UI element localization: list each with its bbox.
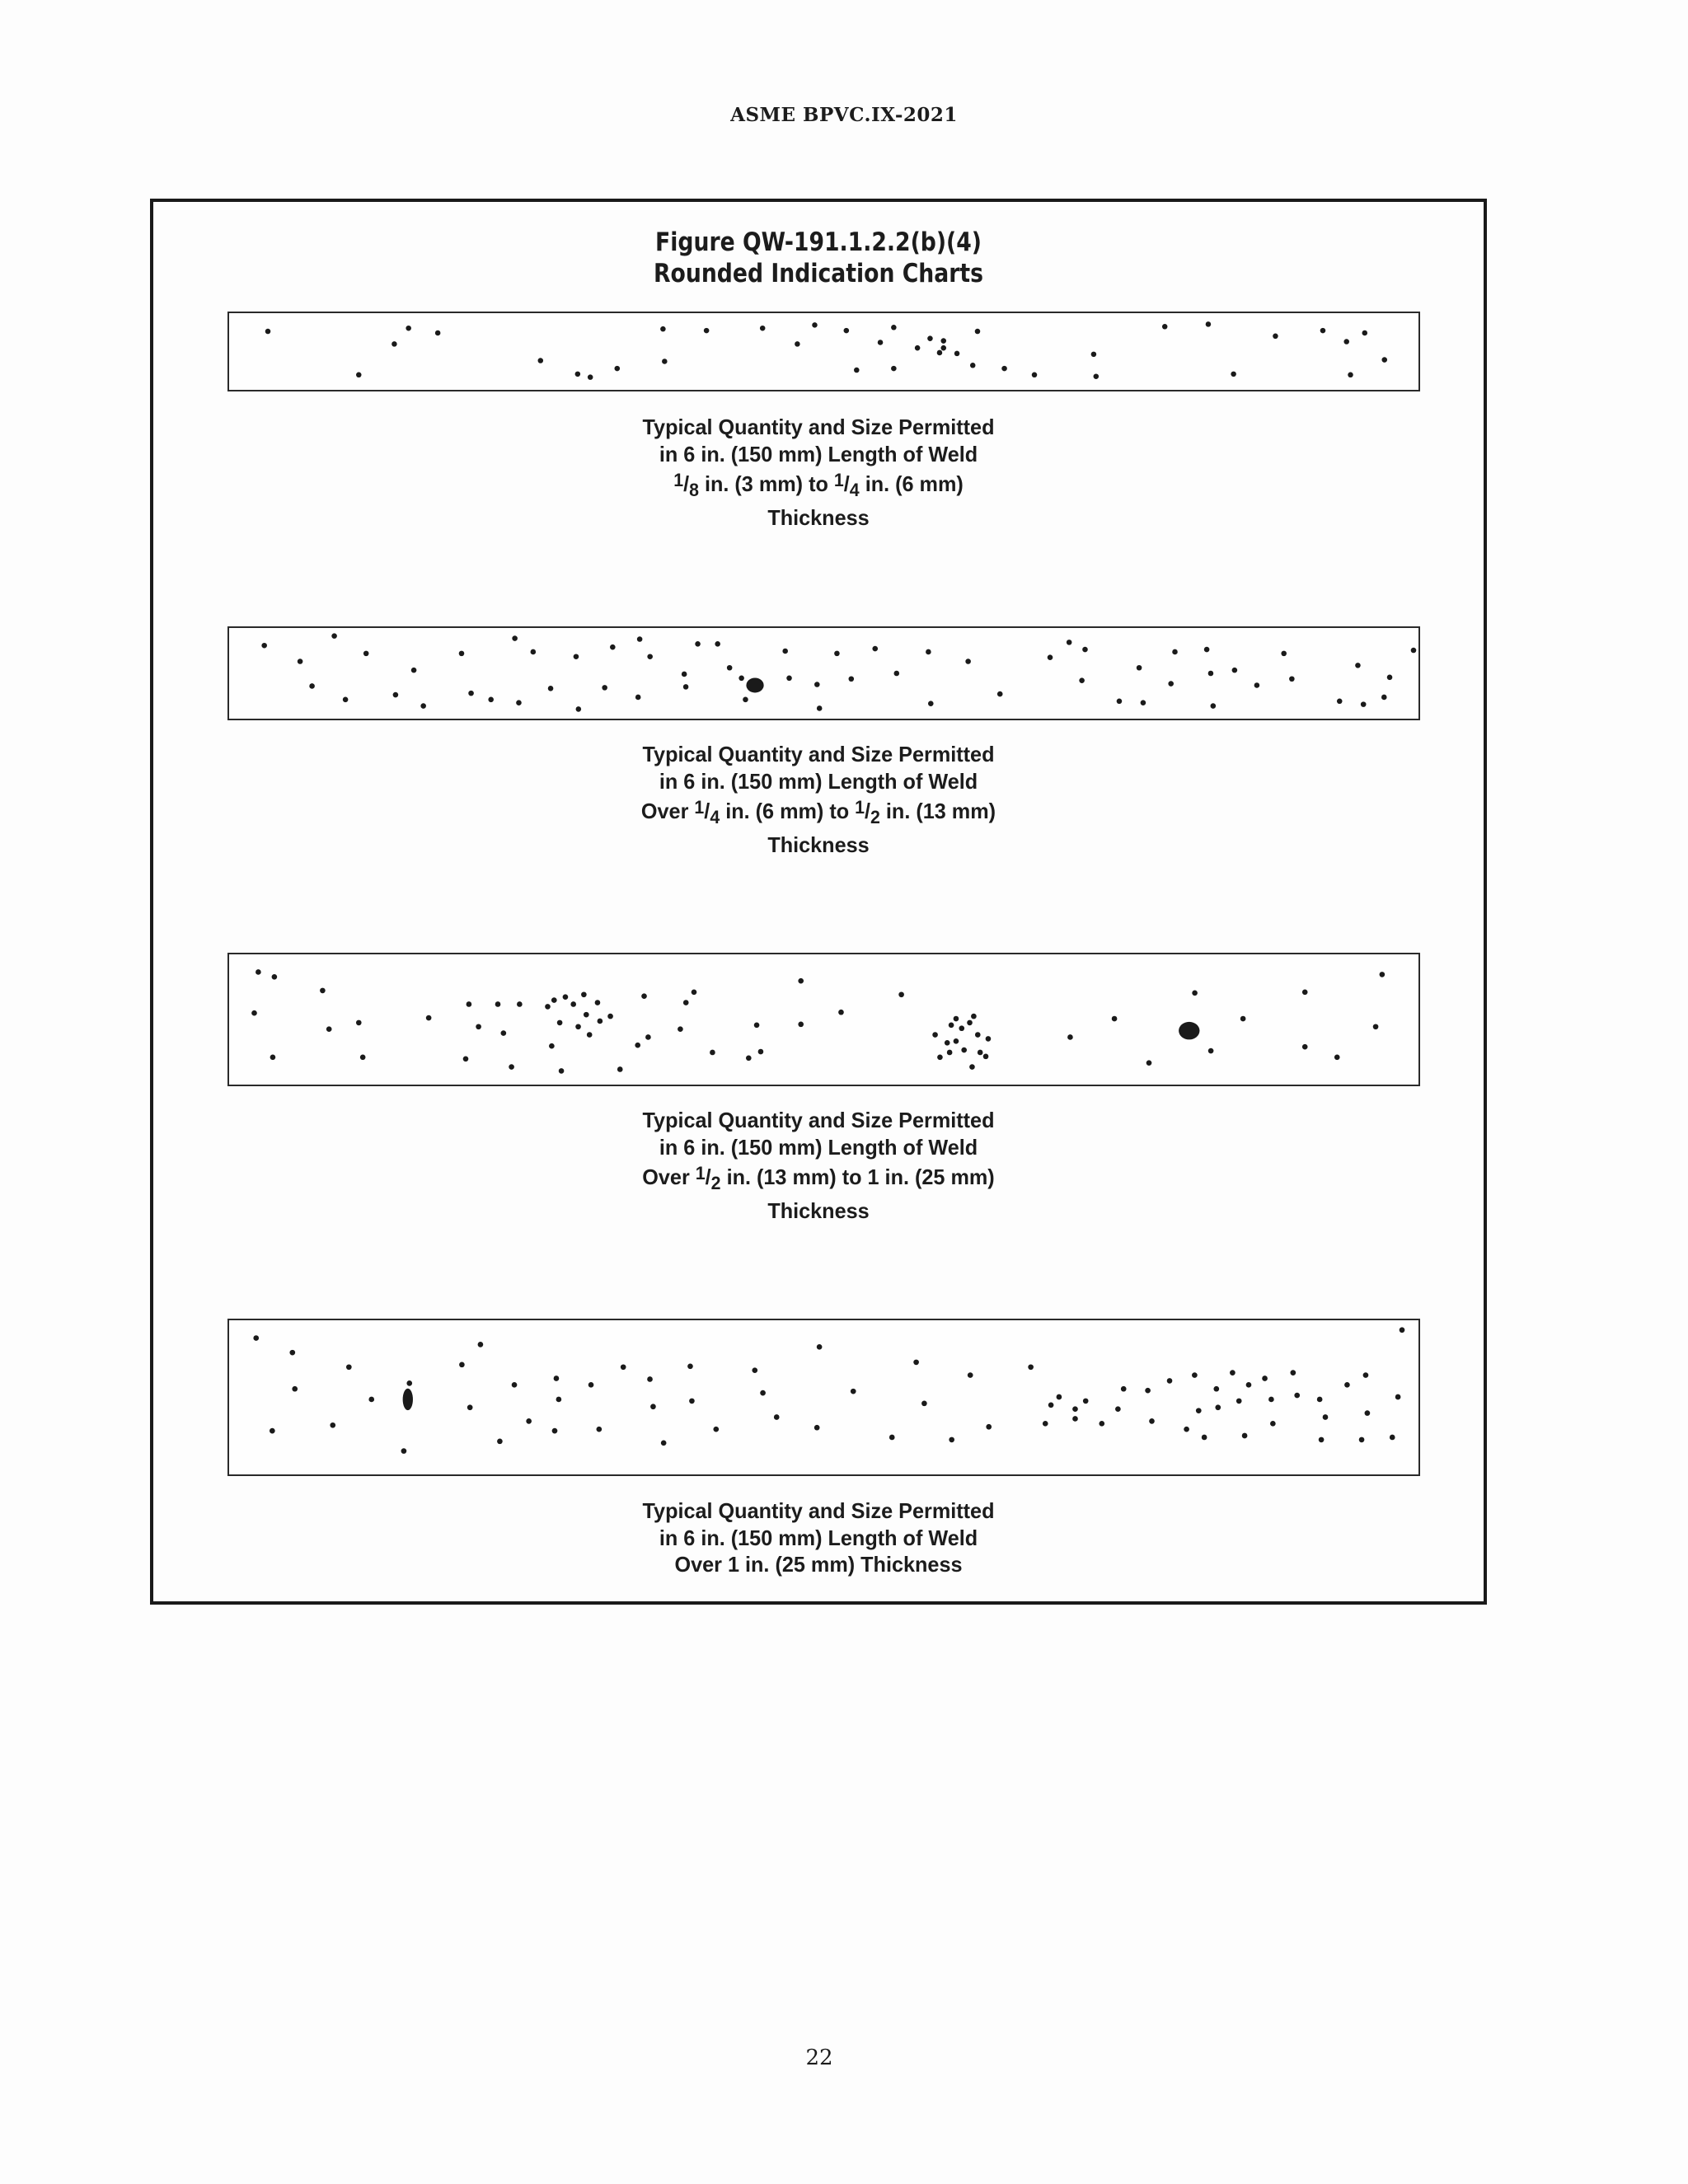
page-header: ASME BPVC.IX-2021: [730, 104, 958, 126]
rounded-indication: [526, 1418, 532, 1424]
rounded-indication: [891, 325, 897, 330]
rounded-indication: [967, 1020, 973, 1026]
rounded-indication: [838, 1010, 844, 1015]
rounded-indication: [292, 1386, 298, 1392]
rounded-indication: [661, 1440, 667, 1446]
chart-4-caption: [173, 1497, 1464, 1578]
rounded-indication: [927, 335, 933, 341]
rounded-indication: [692, 990, 697, 996]
rounded-indication: [1319, 1437, 1325, 1443]
rounded-indication: [695, 641, 701, 647]
rounded-indication: [270, 1428, 275, 1434]
indication-chart-3: [227, 953, 1420, 1086]
rounded-indication: [1365, 1410, 1371, 1416]
rounded-indication: [817, 705, 823, 711]
rounded-indication: [1323, 1414, 1329, 1420]
indication-chart-1-dots: [229, 313, 1418, 390]
indication-chart-2-dots: [229, 628, 1418, 719]
rounded-indication: [356, 1020, 362, 1026]
rounded-indication: [937, 1055, 943, 1061]
rounded-indication: [913, 1360, 919, 1366]
rounded-indication: [872, 646, 878, 652]
rounded-indication: [1290, 1370, 1296, 1376]
rounded-indication: [713, 1427, 719, 1432]
rounded-indication: [476, 1024, 481, 1029]
rounded-indication: [844, 328, 850, 334]
rounded-indication: [1246, 1382, 1252, 1388]
rounded-indication: [1162, 324, 1168, 330]
rounded-indication: [986, 1036, 992, 1042]
rounded-indication: [1172, 649, 1178, 655]
rounded-indication: [1273, 334, 1278, 340]
rounded-indication: [1192, 1372, 1198, 1378]
large-indication: [403, 1389, 413, 1410]
rounded-indication: [1317, 1397, 1323, 1403]
chart-2-caption: [173, 741, 1464, 858]
rounded-indication: [1079, 677, 1085, 683]
rounded-indication: [1028, 1364, 1034, 1370]
rounded-indication: [1213, 1386, 1219, 1392]
rounded-indication: [393, 692, 399, 698]
rounded-indication: [1146, 1060, 1152, 1066]
rounded-indication: [1302, 990, 1308, 996]
rounded-indication: [932, 1032, 938, 1038]
rounded-indication: [549, 1043, 555, 1049]
rounded-indication: [915, 345, 921, 351]
rounded-indication: [1362, 330, 1368, 336]
rounded-indication: [459, 1362, 465, 1368]
rounded-indication: [256, 969, 261, 975]
rounded-indication: [758, 1049, 764, 1055]
rounded-indication: [1196, 1408, 1202, 1413]
rounded-indication: [997, 691, 1003, 697]
rounded-indication: [940, 338, 946, 344]
rounded-indication: [1094, 373, 1100, 379]
rounded-indication: [1211, 703, 1217, 709]
rounded-indication: [270, 1055, 276, 1061]
rounded-indication: [588, 1382, 594, 1388]
rounded-indication: [983, 1054, 989, 1060]
rounded-indication: [1348, 373, 1353, 378]
rounded-indication: [1048, 1402, 1054, 1408]
rounded-indication: [272, 974, 278, 980]
rounded-indication: [760, 1390, 766, 1396]
chart-4-caption-line-2: in 6 in. (150 mm) Length of Weld: [659, 1525, 978, 1550]
rounded-indication: [682, 672, 687, 677]
rounded-indication: [965, 658, 971, 664]
rounded-indication: [602, 685, 607, 691]
rounded-indication: [517, 1001, 523, 1007]
rounded-indication: [727, 665, 733, 671]
rounded-indication: [1294, 1393, 1300, 1399]
rounded-indication: [459, 651, 465, 657]
rounded-indication: [689, 1399, 695, 1404]
chart-1-caption-line-4: Thickness: [767, 504, 870, 530]
rounded-indication: [1067, 640, 1072, 645]
rounded-indication: [1359, 1437, 1365, 1443]
rounded-indication: [621, 1364, 626, 1370]
rounded-indication: [814, 682, 820, 687]
rounded-indication: [891, 366, 897, 372]
rounded-indication: [1381, 357, 1387, 363]
rounded-indication: [878, 340, 884, 345]
rounded-indication: [970, 363, 976, 368]
rounded-indication: [1192, 990, 1198, 996]
rounded-indication: [647, 654, 653, 659]
chart-3-caption: [173, 1107, 1464, 1224]
rounded-indication: [710, 1050, 715, 1056]
rounded-indication: [556, 1397, 562, 1403]
rounded-indication: [1115, 1406, 1121, 1412]
rounded-indication: [1208, 671, 1214, 677]
chart-2-caption-line-3: Over $^1/_4$ in. (6 mm) to $^1/_2$ in. (13 mm): [640, 797, 996, 827]
rounded-indication: [1202, 1435, 1207, 1441]
rounded-indication: [954, 351, 960, 357]
rounded-indication: [1240, 1016, 1246, 1022]
rounded-indication: [754, 1023, 760, 1029]
rounded-indication: [1082, 647, 1088, 653]
rounded-indication: [647, 1376, 653, 1382]
chart-2-caption-line-4: Thickness: [767, 832, 870, 857]
rounded-indication: [662, 359, 668, 364]
rounded-indication: [635, 695, 641, 701]
rounded-indication: [531, 649, 537, 655]
rounded-indication: [575, 1024, 581, 1029]
rounded-indication: [1380, 972, 1386, 977]
rounded-indication: [945, 1040, 950, 1046]
rounded-indication: [467, 1404, 473, 1410]
rounded-indication: [978, 1050, 983, 1056]
rounded-indication: [1048, 654, 1053, 660]
chart-3-caption-line-1: Typical Quantity and Size Permitted: [642, 1108, 995, 1132]
rounded-indication: [574, 654, 579, 659]
figure-caption-title: Rounded Indication Charts: [653, 259, 984, 288]
rounded-indication: [1001, 366, 1007, 372]
rounded-indication: [1355, 663, 1361, 668]
rounded-indication: [570, 1001, 576, 1007]
rounded-indication: [969, 1064, 975, 1070]
rounded-indication: [265, 329, 271, 335]
rounded-indication: [406, 1380, 412, 1386]
rounded-indication: [635, 1043, 640, 1048]
chart-1-caption: [173, 414, 1464, 531]
rounded-indication: [687, 1363, 693, 1369]
rounded-indication: [509, 1064, 514, 1070]
rounded-indication: [1337, 698, 1343, 704]
rounded-indication: [356, 373, 362, 378]
rounded-indication: [597, 1427, 603, 1432]
rounded-indication: [1083, 1399, 1089, 1404]
rounded-indication: [1091, 352, 1097, 358]
rounded-indication: [615, 366, 621, 372]
rounded-indication: [488, 697, 494, 703]
rounded-indication: [581, 991, 587, 997]
rounded-indication: [1381, 695, 1387, 701]
rounded-indication: [1121, 1386, 1127, 1392]
rounded-indication: [1281, 651, 1287, 657]
rounded-indication: [947, 1050, 953, 1056]
rounded-indication: [738, 676, 744, 682]
rounded-indication: [949, 1023, 954, 1029]
rounded-indication: [849, 676, 855, 682]
rounded-indication: [1334, 1055, 1340, 1061]
rounded-indication: [814, 1425, 820, 1431]
page-number: 22: [805, 2046, 833, 2070]
chart-4-caption-line-3: Over 1 in. (25 mm) Thickness: [674, 1552, 963, 1577]
rounded-indication: [607, 1014, 613, 1019]
rounded-indication: [551, 997, 557, 1003]
rounded-indication: [894, 671, 900, 677]
figure-frame: [150, 199, 1487, 1605]
rounded-indication: [1032, 373, 1038, 378]
rounded-indication: [752, 1367, 757, 1373]
indication-chart-4-dots: [229, 1320, 1418, 1474]
rounded-indication: [331, 633, 337, 639]
large-indication: [746, 677, 763, 692]
rounded-indication: [928, 701, 934, 706]
rounded-indication: [253, 1335, 259, 1341]
rounded-indication: [798, 1022, 804, 1028]
rounded-indication: [309, 683, 315, 689]
rounded-indication: [1262, 1376, 1268, 1381]
rounded-indication: [1343, 339, 1349, 344]
rounded-indication: [641, 993, 647, 999]
rounded-indication: [660, 326, 666, 332]
rounded-indication: [986, 1424, 992, 1430]
rounded-indication: [817, 1344, 823, 1350]
chart-3-caption-line-4: Thickness: [767, 1197, 870, 1223]
rounded-indication: [949, 1437, 954, 1443]
rounded-indication: [576, 706, 582, 712]
rounded-indication: [548, 686, 554, 691]
rounded-indication: [557, 1020, 563, 1026]
rounded-indication: [1395, 1394, 1401, 1400]
figure-number: Figure QW-191.1.2.2(b)(4): [655, 227, 982, 257]
rounded-indication: [401, 1448, 407, 1454]
rounded-indication: [1268, 1397, 1274, 1403]
rounded-indication: [1361, 701, 1367, 707]
rounded-indication: [598, 1019, 603, 1024]
rounded-indication: [426, 1015, 432, 1021]
rounded-indication: [552, 1428, 558, 1434]
rounded-indication: [971, 1014, 977, 1019]
rounded-indication: [468, 691, 474, 696]
rounded-indication: [1208, 1048, 1214, 1054]
rounded-indication: [834, 651, 840, 657]
rounded-indication: [392, 341, 397, 347]
rounded-indication: [420, 703, 426, 709]
figure-title: [246, 227, 1390, 289]
rounded-indication: [774, 1414, 780, 1420]
rounded-indication: [1149, 1418, 1155, 1424]
rounded-indication: [1411, 648, 1417, 654]
chart-1-caption-line-1: Typical Quantity and Size Permitted: [642, 415, 995, 439]
rounded-indication: [1254, 682, 1260, 688]
rounded-indication: [406, 326, 411, 331]
rounded-indication: [497, 1439, 503, 1445]
rounded-indication: [587, 1032, 593, 1038]
rounded-indication: [298, 658, 303, 664]
rounded-indication: [854, 368, 860, 373]
rounded-indication: [968, 1372, 973, 1378]
large-indication: [1179, 1022, 1199, 1040]
rounded-indication: [782, 649, 788, 654]
rounded-indication: [501, 1030, 507, 1036]
rounded-indication: [1289, 676, 1295, 682]
rounded-indication: [330, 1422, 335, 1428]
rounded-indication: [1215, 1404, 1221, 1410]
chart-2-caption-line-2: in 6 in. (150 mm) Length of Weld: [659, 768, 978, 794]
rounded-indication: [563, 994, 569, 1000]
rounded-indication: [346, 1364, 352, 1370]
indication-chart-3-dots: [229, 954, 1418, 1085]
chart-1-caption-line-2: in 6 in. (150 mm) Length of Weld: [659, 441, 978, 466]
rounded-indication: [320, 988, 326, 994]
rounded-indication: [1099, 1421, 1104, 1427]
rounded-indication: [343, 697, 349, 703]
rounded-indication: [588, 374, 593, 380]
rounded-indication: [851, 1389, 856, 1394]
rounded-indication: [1043, 1421, 1048, 1427]
rounded-indication: [1400, 1327, 1405, 1333]
chart-4-caption-line-1: Typical Quantity and Size Permitted: [642, 1498, 995, 1523]
rounded-indication: [1145, 1388, 1151, 1394]
rounded-indication: [637, 636, 643, 642]
rounded-indication: [760, 326, 766, 331]
rounded-indication: [1363, 1372, 1369, 1378]
rounded-indication: [368, 1397, 374, 1403]
rounded-indication: [975, 329, 981, 335]
rounded-indication: [467, 1001, 472, 1007]
rounded-indication: [1231, 372, 1236, 377]
rounded-indication: [363, 651, 369, 657]
rounded-indication: [1242, 1433, 1248, 1439]
rounded-indication: [1302, 1044, 1308, 1050]
rounded-indication: [1112, 1016, 1118, 1022]
rounded-indication: [1387, 675, 1393, 681]
rounded-indication: [954, 1016, 959, 1022]
rounded-indication: [554, 1376, 560, 1381]
rounded-indication: [940, 345, 946, 351]
rounded-indication: [798, 978, 804, 984]
rounded-indication: [959, 1025, 964, 1031]
rounded-indication: [1167, 1378, 1173, 1384]
rounded-indication: [1117, 698, 1123, 704]
rounded-indication: [575, 372, 581, 377]
rounded-indication: [1270, 1421, 1276, 1427]
chart-3-caption-line-3: Over $^1/_2$ in. (13 mm) to 1 in. (25 mm): [642, 1163, 995, 1193]
indication-chart-4: [227, 1319, 1420, 1476]
rounded-indication: [645, 1034, 651, 1040]
rounded-indication: [617, 1066, 623, 1072]
rounded-indication: [683, 1000, 689, 1005]
rounded-indication: [478, 1342, 484, 1347]
rounded-indication: [1137, 665, 1142, 671]
rounded-indication: [704, 328, 710, 334]
rounded-indication: [584, 1012, 589, 1018]
rounded-indication: [610, 644, 616, 650]
rounded-indication: [889, 1435, 895, 1441]
rounded-indication: [743, 697, 748, 703]
rounded-indication: [1236, 1399, 1242, 1404]
rounded-indication: [545, 1004, 551, 1010]
rounded-indication: [495, 1001, 501, 1007]
rounded-indication: [360, 1055, 366, 1061]
rounded-indication: [595, 1000, 601, 1005]
indication-chart-2: [227, 626, 1420, 720]
rounded-indication: [683, 684, 689, 690]
rounded-indication: [898, 991, 904, 997]
rounded-indication: [326, 1026, 332, 1032]
rounded-indication: [1320, 328, 1326, 334]
rounded-indication: [926, 649, 931, 655]
rounded-indication: [650, 1404, 656, 1409]
chart-2-caption-line-1: Typical Quantity and Size Permitted: [642, 742, 995, 766]
indication-chart-1: [227, 312, 1420, 391]
rounded-indication: [1206, 321, 1212, 327]
rounded-indication: [516, 700, 522, 705]
rounded-indication: [921, 1401, 927, 1407]
rounded-indication: [975, 1032, 981, 1038]
rounded-indication: [746, 1055, 752, 1061]
chart-3-caption-line-2: in 6 in. (150 mm) Length of Weld: [659, 1134, 978, 1160]
rounded-indication: [463, 1056, 469, 1062]
rounded-indication: [251, 1010, 257, 1016]
rounded-indication: [715, 641, 720, 647]
rounded-indication: [937, 350, 943, 356]
rounded-indication: [954, 1038, 959, 1044]
rounded-indication: [1067, 1034, 1073, 1040]
chart-1-caption-line-3: $^1/_8$ in. (3 mm) to $^1/_4$ in. (6 mm): [673, 470, 964, 500]
rounded-indication: [261, 643, 267, 649]
rounded-indication: [559, 1068, 565, 1074]
rounded-indication: [1204, 647, 1210, 653]
rounded-indication: [1072, 1406, 1078, 1412]
rounded-indication: [435, 330, 441, 336]
rounded-indication: [786, 676, 792, 682]
rounded-indication: [1057, 1394, 1062, 1400]
rounded-indication: [538, 358, 544, 363]
rounded-indication: [1373, 1024, 1379, 1029]
rounded-indication: [512, 635, 518, 641]
rounded-indication: [1072, 1416, 1078, 1422]
rounded-indication: [1390, 1435, 1395, 1441]
rounded-indication: [1168, 681, 1174, 687]
rounded-indication: [1230, 1370, 1236, 1376]
rounded-indication: [1184, 1427, 1189, 1432]
rounded-indication: [289, 1350, 295, 1356]
rounded-indication: [1232, 668, 1238, 673]
rounded-indication: [678, 1026, 683, 1032]
rounded-indication: [1344, 1382, 1350, 1388]
rounded-indication: [812, 322, 818, 328]
rounded-indication: [795, 341, 800, 347]
rounded-indication: [512, 1382, 518, 1388]
rounded-indication: [1141, 700, 1146, 705]
rounded-indication: [961, 1047, 967, 1053]
rounded-indication: [411, 668, 417, 673]
